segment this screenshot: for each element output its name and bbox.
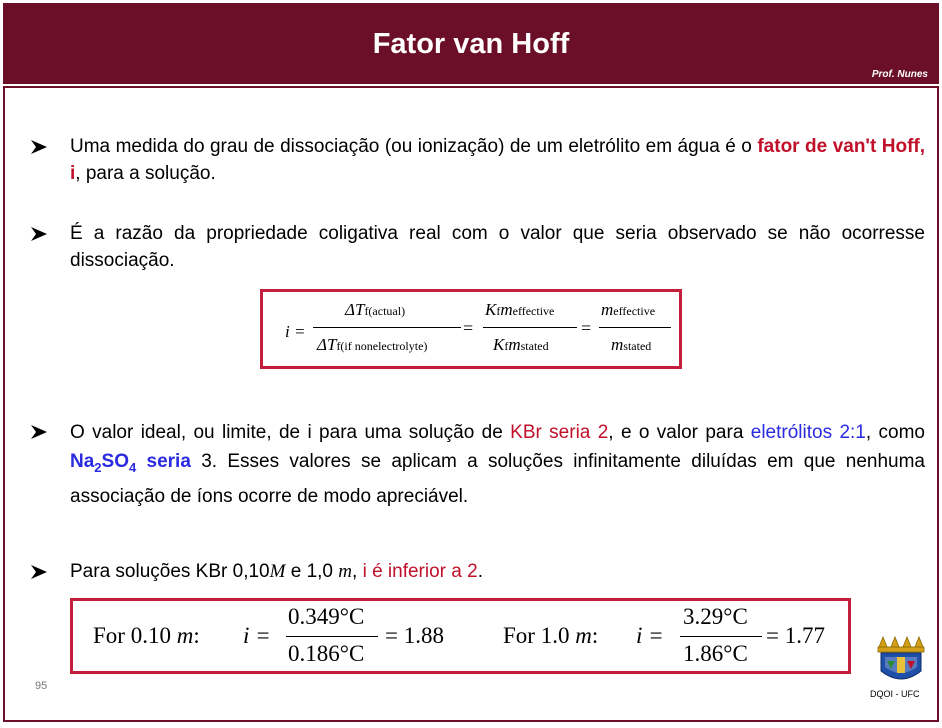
bullet-3-text-2: , e o valor para <box>608 422 751 443</box>
author-label: Prof. Nunes <box>871 69 928 80</box>
frame-right-line <box>937 86 939 722</box>
bullet-4-text-2: e 1,0 <box>285 561 339 582</box>
kbr-term: KBr seria 2 <box>510 422 609 443</box>
arrow-bullet-icon <box>30 558 58 580</box>
bullet-3-text: O valor ideal, ou limite, de i para uma solução de <box>70 422 511 443</box>
molal-symbol-1: M <box>269 561 286 582</box>
bullet-4-text-4: . <box>477 561 483 582</box>
eq2-den1: 0.186°C <box>288 641 365 666</box>
eq-den2: Kfmstated <box>493 335 549 354</box>
bullet-1-text: Uma medida do grau de dissociação (ou ionização) de um eletrólito em água é o <box>70 136 758 157</box>
bullet-4-text: Para soluções KBr 0,10 <box>70 561 270 582</box>
bullet-3-text-4: 3. Esses valores se aplicam a soluções infinitamente diluídas em que nenhuma associação de íons ocorre de modo apreciável. <box>70 451 925 507</box>
eq2-fraction-line-1 <box>286 636 378 637</box>
vant-hoff-equation <box>260 289 682 369</box>
frame-bottom-line <box>3 720 939 722</box>
eq-equals-1: = <box>463 318 474 338</box>
bullet-2-text: É a razão da propriedade coligativa real com o valor que seria observado se não ocorresse dissociação. <box>70 223 925 271</box>
page-number: 95 <box>35 680 48 692</box>
eq2-left-label: For 0.10 m: <box>93 623 200 648</box>
eq-num3: meffective <box>601 300 656 319</box>
arrow-bullet-icon <box>30 418 58 440</box>
eq-fraction-line-1 <box>313 327 461 328</box>
bullet-4-text-3: , <box>352 561 363 582</box>
i-inferior-term: i é inferior a 2 <box>362 561 478 582</box>
eletrolitos-term: eletrólitos 2:1 <box>750 422 866 443</box>
eq-den1: ΔTf(if nonelectrolyte) <box>317 335 428 354</box>
eq2-fraction-line-2 <box>680 636 762 637</box>
eq2-right-label: For 1.0 m: <box>503 623 599 648</box>
eq2-result2: = 1.77 <box>766 623 825 648</box>
eq-equals-2: = <box>581 318 592 338</box>
eq-num2: Kfmeffective <box>485 300 555 319</box>
eq2-den2: 1.86°C <box>683 641 748 666</box>
bullet-3-text-3: , como <box>865 422 925 443</box>
eq2-i-right: i = <box>636 623 664 648</box>
arrow-bullet-icon <box>30 220 58 242</box>
eq-fraction-line-2 <box>483 327 577 328</box>
bullet-1-text-end: , para a solução. <box>75 163 216 184</box>
seria-term: seria <box>146 451 191 472</box>
eq2-num2: 3.29°C <box>683 604 748 629</box>
arrow-bullet-icon <box>30 133 58 155</box>
slide-title: Fator van Hoff <box>372 28 570 60</box>
kbr-i-calculation <box>70 598 851 674</box>
department-label: DQOI - UFC <box>870 689 920 699</box>
frame-left-line <box>3 86 5 722</box>
eq2-result1: = 1.88 <box>385 623 444 648</box>
vant-hoff-term: fator de van't Hoff, i <box>70 136 926 184</box>
eq2-num1: 0.349°C <box>288 604 365 629</box>
eq-i: i = <box>285 322 306 341</box>
university-crest-logo <box>875 633 927 692</box>
na2so4-formula: $Na_2SO_4$ <box>70 451 137 475</box>
eq-fraction-line-3 <box>599 327 671 328</box>
molal-symbol-2: m <box>338 561 353 582</box>
eq2-i-left: i = <box>243 623 271 648</box>
eq-num1: ΔTf(actual) <box>345 300 406 319</box>
frame-top-line <box>3 86 939 88</box>
eq-den3: mstated <box>611 335 652 354</box>
